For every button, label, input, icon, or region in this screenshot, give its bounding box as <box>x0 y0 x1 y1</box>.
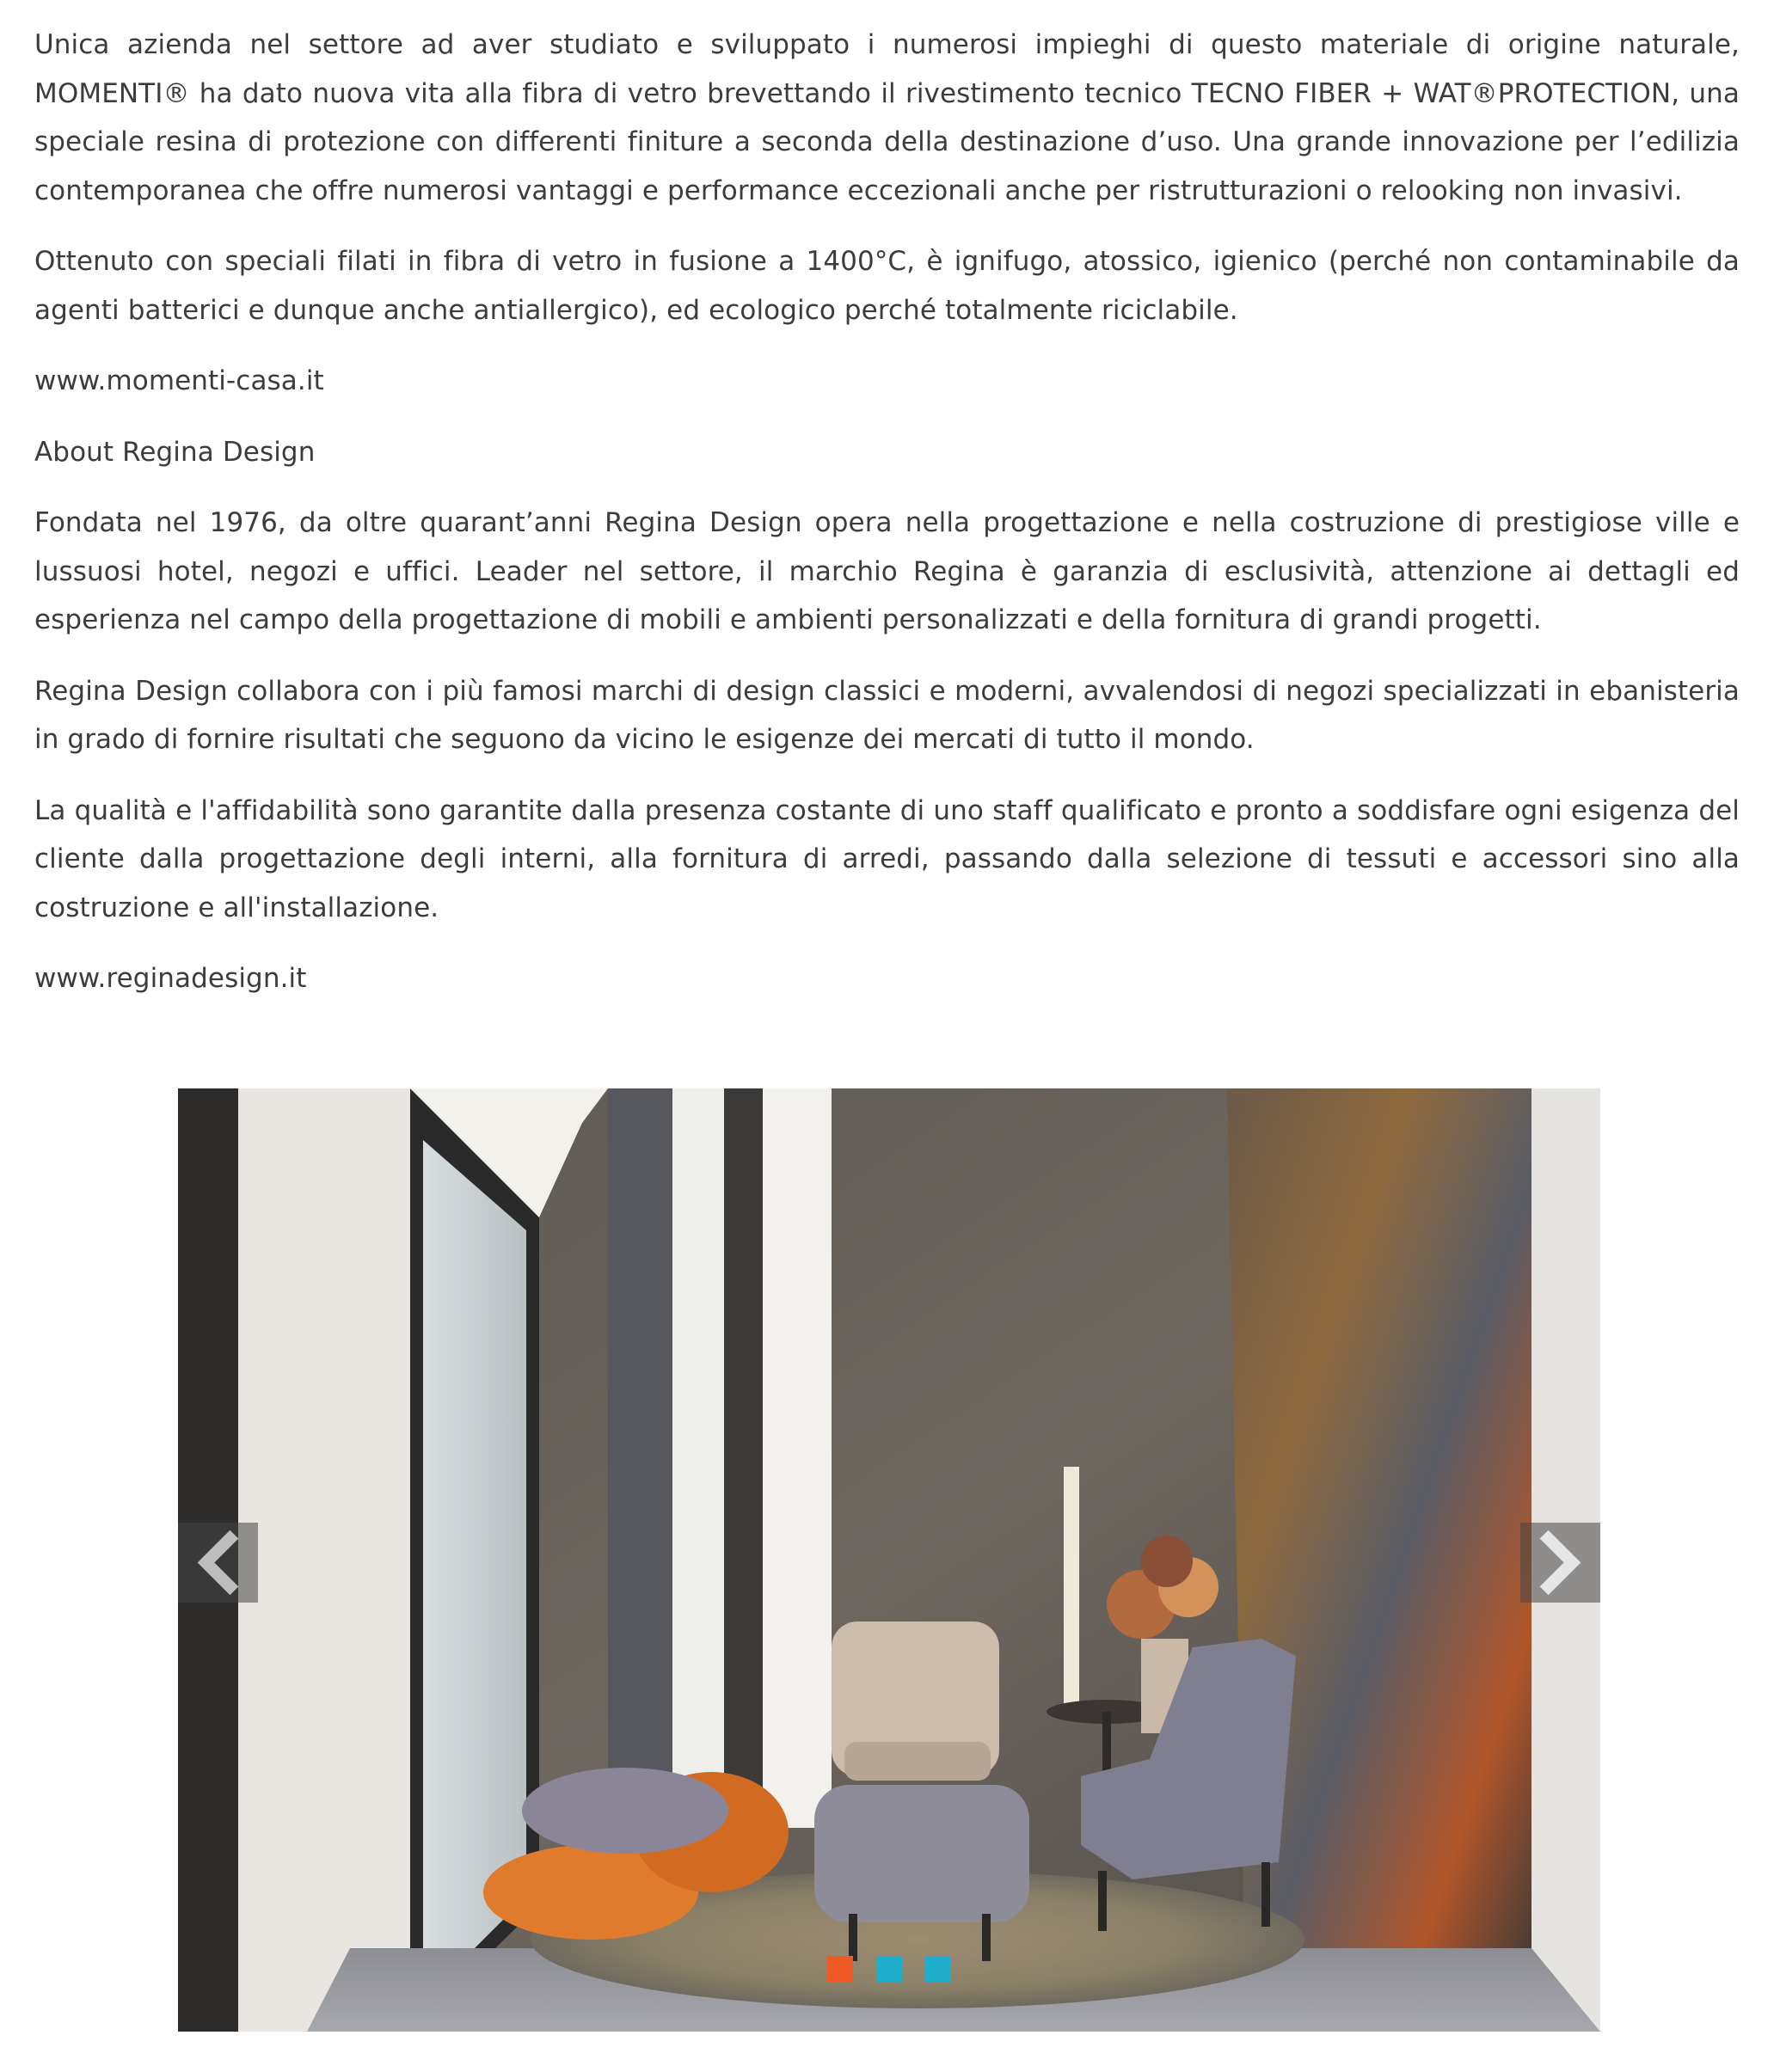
article-body <box>34 21 1740 1026</box>
slider-dot-1[interactable] <box>827 1956 853 1982</box>
paragraph-regina-quality: La qualità e l'affidabilità sono garantite dalla presenza costante di uno staff qualificato e pronto a soddisfare ogni esigenza del cliente dalla progettazione degli interni, alla fornitura di arredi, passando dalla selezione di tessuti e accessori sino alla costruzione e all'installazione. <box>34 794 1740 923</box>
slider-pagination <box>178 1956 1600 1982</box>
link-regina-website: www.reginadesign.it <box>34 963 307 994</box>
image-slider[interactable] <box>178 1088 1600 2032</box>
paragraph-momenti-intro: Unica azienda nel settore ad aver studiato e sviluppato i numerosi impieghi di questo materiale di origine naturale, MOMENTI® ha dato nuova vita alla fibra di vetro brevettando il rivestimento tecnico TECNO FIBER + WAT®PROTECTION, una speciale resina di protezione con differenti finiture a seconda della destinazione d’uso. Una grande innovazione per l’edilizia contemporanea che offre numerosi vantaggi e performance eccezionali anche per ristrutturazioni o relooking non invasivi. <box>34 29 1740 206</box>
chevron-right-icon <box>1520 1523 1600 1603</box>
slide-image-interior <box>178 1088 1600 2032</box>
link-momenti-website: www.momenti-casa.it <box>34 365 324 396</box>
chevron-left-icon <box>178 1523 258 1603</box>
slider-next-button[interactable] <box>1520 1523 1600 1603</box>
slider-prev-button[interactable] <box>178 1523 258 1603</box>
paragraph-regina-founded: Fondata nel 1976, da oltre quarant’anni Regina Design opera nella progettazione e nella costruzione di prestigiose ville e lussuosi hotel, negozi e uffici. Leader nel settore, il marchio Regina è garanzia di esclusività, attenzione ai dettagli ed esperienza nel campo della progettazione di mobili e ambienti personalizzati e della fornitura di grandi progetti. <box>34 507 1740 635</box>
section-heading-about-regina: About Regina Design <box>34 436 316 468</box>
paragraph-regina-collaborations: Regina Design collabora con i più famosi marchi di design classici e moderni, avvalendosi di negozi specializzati in ebanisteria in grado di fornire risultati che seguono da vicino le esigenze dei mercati di tutto il mondo. <box>34 675 1740 755</box>
slider-dot-3[interactable] <box>925 1956 951 1982</box>
paragraph-fiber-properties: Ottenuto con speciali filati in fibra di vetro in fusione a 1400°C, è ignifugo, atossico, igienico (perché non contaminabile da agenti batterici e dunque anche antiallergico), ed ecologico perché totalmente riciclabile. <box>34 246 1740 326</box>
slider-dot-2[interactable] <box>876 1956 902 1982</box>
